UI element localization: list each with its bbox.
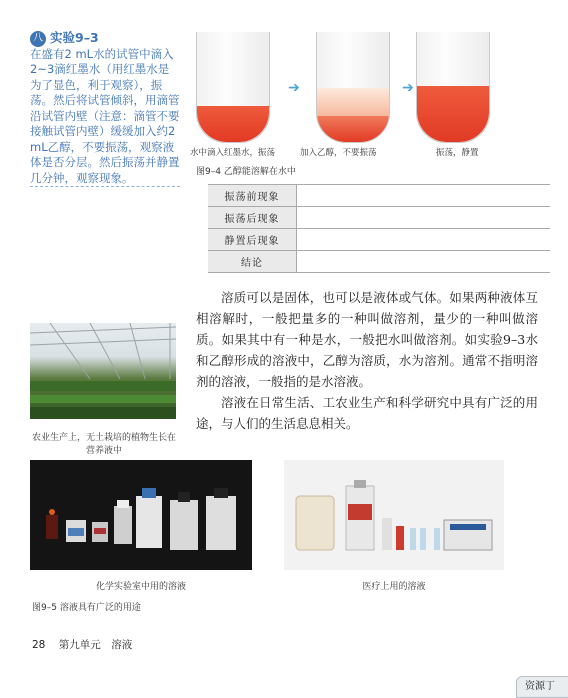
experiment-box	[30, 30, 180, 187]
greenhouse-photo	[30, 323, 176, 419]
test-tube-1	[196, 32, 270, 143]
lab-bottles-icon	[30, 460, 252, 570]
arrow-icon: ➔	[402, 80, 414, 96]
arrow-icon: ➔	[288, 80, 300, 96]
table-row	[208, 251, 550, 273]
page-number: 28	[32, 639, 46, 651]
table-cell	[297, 185, 551, 207]
table-cell	[297, 207, 551, 229]
experiment-badge: 八	[30, 31, 46, 47]
experiment-title: 实验9–3	[50, 30, 99, 45]
tube-caption-3: 振荡，静置	[436, 148, 479, 158]
greenhouse-frame-icon	[30, 323, 176, 419]
experiment-instructions: 在盛有2 mL水的试管中滴入2~3滴红墨水（用红墨水是为了显色，利于观察），振荡。然后将试管倾斜，用滴管沿试管内壁（注意：滴管不要接触试管内壁）缓缓加入约2 mL乙醇，不要振荡，观察液体是否分层。然后振荡并静置几分钟，观察现象。	[30, 47, 180, 188]
test-tube-2	[316, 32, 390, 143]
medical-bottles-icon	[284, 460, 504, 570]
table-row-label: 振荡后现象	[208, 207, 297, 229]
mixed-solution-liquid	[417, 86, 489, 142]
paragraph-1: 溶质可以是固体，也可以是液体或气体。如果两种液体互相溶解时，一般把量多的一种叫做溶剂，量少的一种叫做溶质。如果其中有一种是水，一般把水叫做溶剂。如实验9–3水和乙醇形成的溶液中，乙醇为溶质，水为溶剂。通常不指明溶剂的溶液，一般指的是水溶液。	[196, 290, 538, 389]
observation-table	[208, 184, 550, 273]
red-water-lower-layer	[317, 116, 389, 142]
table-row	[208, 229, 550, 251]
table-cell	[297, 229, 551, 251]
table-row-label: 静置后现象	[208, 229, 297, 251]
page-footer	[32, 637, 132, 652]
lab-caption: 化学实验室中用的溶液	[95, 582, 186, 592]
experiment-heading	[30, 30, 180, 47]
paragraph-2: 溶液在日常生活、工农业生产和科学研究中具有广泛的用途，与人们的生活息息相关。	[196, 395, 538, 431]
red-water-liquid	[197, 106, 269, 142]
figure-9-5-title: 图9–5 溶液具有广泛的用途	[32, 603, 141, 613]
table-row	[208, 185, 550, 207]
greenhouse-caption: 农业生产上，无土栽培的植物生长在营养液中	[32, 433, 177, 456]
table-row-label: 振荡前现象	[208, 185, 297, 207]
table-row-label: 结论	[208, 251, 297, 273]
resource-corner-tab[interactable]: 资源丁	[516, 676, 568, 698]
lab-solutions-photo	[30, 460, 252, 570]
table-row	[208, 207, 550, 229]
ethanol-upper-layer	[317, 88, 389, 116]
tube-caption-2: 加入乙醇，不要振荡	[300, 148, 377, 158]
test-tube-3	[416, 32, 490, 143]
tube-caption-1: 水中滴入红墨水，振荡	[190, 148, 276, 158]
medical-caption: 医疗上用的溶液	[362, 582, 426, 592]
main-text	[196, 287, 538, 434]
medical-solutions-photo	[284, 460, 504, 570]
table-cell	[297, 251, 551, 273]
figure-9-4-title: 图9–4 乙醇能溶解在水中	[196, 167, 296, 177]
unit-title: 第九单元 溶液	[58, 639, 133, 651]
